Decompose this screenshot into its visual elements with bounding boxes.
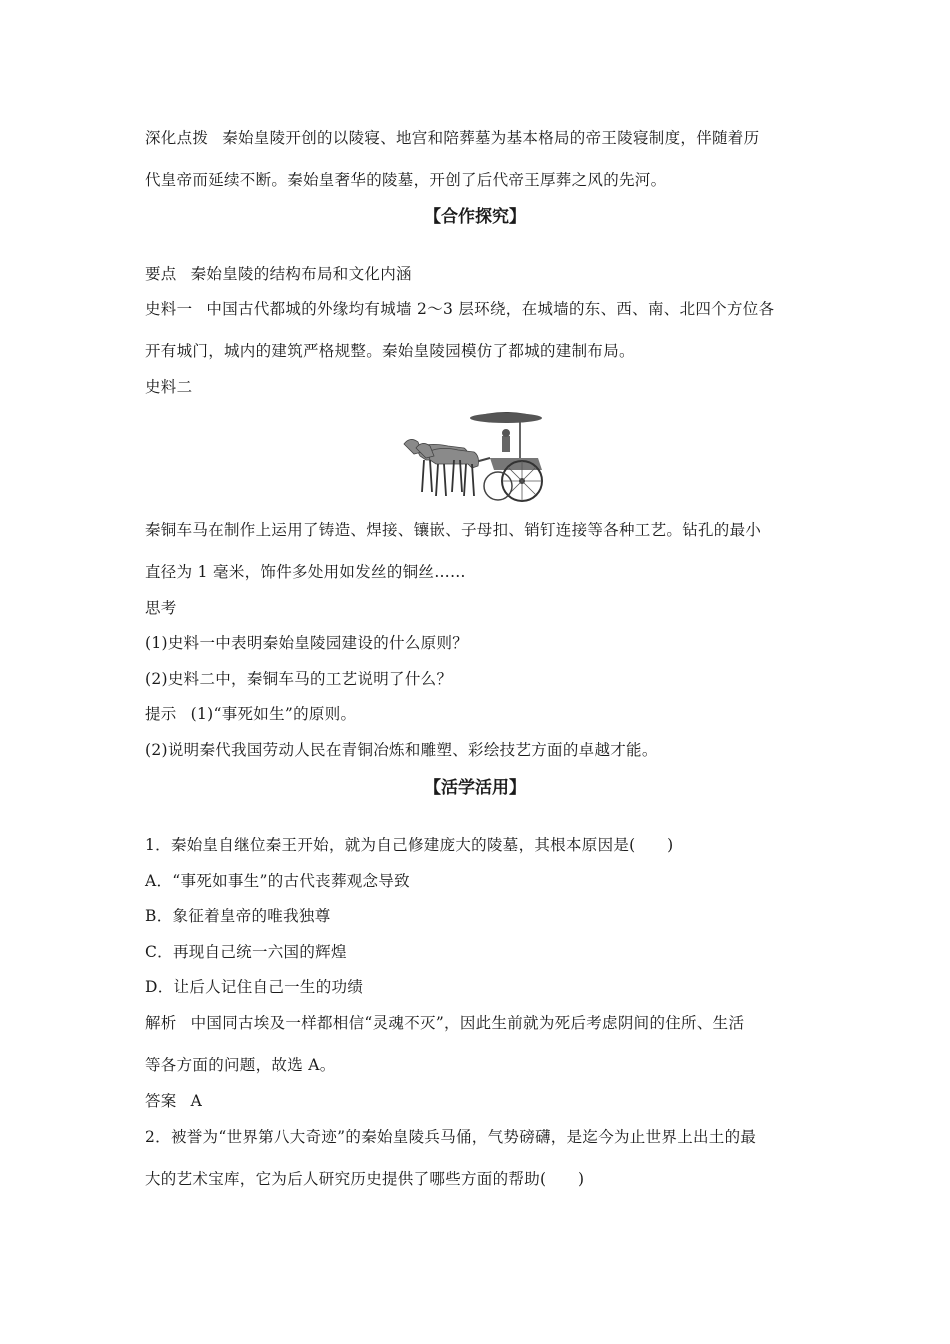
source1-line-1: [145, 299, 810, 319]
hint-answer-1: (1)“事死如生”的原则。: [190, 705, 357, 723]
keypoint-line: [145, 264, 810, 284]
source1-line-2: 开有城门，城内的建筑严格规整。秦始皇陵园模仿了都城的建制布局。: [145, 342, 635, 360]
question-1-stem: 1．秦始皇自继位秦王开始，就为自己修建庞大的陵墓，其根本原因是( ): [145, 836, 674, 854]
answer-value: A: [190, 1092, 203, 1110]
coop-heading: 【合作探究】: [424, 207, 526, 227]
question-1-option-a: A．“事死如事生”的古代丧葬观念导致: [145, 872, 410, 890]
source2-line-2: 直径为 1 毫米，饰件多处用如发丝的铜丝……: [145, 563, 466, 581]
source2-line-1: 秦铜车马在制作上运用了铸造、焊接、镶嵌、子母扣、销钉连接等各种工艺。钻孔的最小: [145, 521, 762, 539]
practice-heading: 【活学活用】: [424, 778, 526, 798]
hint-line-1: [145, 704, 810, 724]
analysis-label: 解析: [145, 1014, 177, 1032]
answer-label: 答案: [145, 1092, 177, 1110]
deepen-line-2: 代皇帝而延续不断。秦始皇奢华的陵墓，开创了后代帝王厚葬之风的先河。: [145, 171, 667, 189]
analysis-text-1: 中国同古埃及一样都相信“灵魂不灭”，因此生前就为死后考虑阴间的住所、生活: [190, 1014, 745, 1032]
question-2-stem-2: 大的艺术宝库，它为后人研究历史提供了哪些方面的帮助( ): [145, 1170, 585, 1188]
analysis-line-1: [145, 1013, 810, 1033]
source2-label: 史料二: [145, 378, 193, 396]
keypoint-label: 要点: [145, 265, 177, 283]
hint-answer-2: (2)说明秦代我国劳动人民在青铜冶炼和雕塑、彩绘技艺方面的卓越才能。: [145, 741, 658, 759]
keypoint-text: 秦始皇陵的结构布局和文化内涵: [190, 265, 412, 283]
bronze-chariot-image: [398, 408, 548, 508]
deepen-text-1: 秦始皇陵开创的以陵寝、地宫和陪葬墓为基本格局的帝王陵寝制度，伴随着历: [222, 129, 760, 147]
question-1-option-b: B．象征着皇帝的唯我独尊: [145, 907, 331, 925]
hint-label: 提示: [145, 705, 177, 723]
answer-line: [145, 1091, 810, 1111]
question-1-option-c: C．再现自己统一六国的辉煌: [145, 943, 347, 961]
analysis-line-2: 等各方面的问题，故选 A。: [145, 1056, 336, 1074]
think-label: 思考: [145, 599, 177, 617]
deepen-label: 深化点拨: [145, 129, 209, 147]
source1-label: 史料一: [145, 300, 193, 318]
question-2-stem-1: 2．被誉为“世界第八大奇迹”的秦始皇陵兵马俑，气势磅礴，是迄今为止世界上出土的最: [145, 1128, 757, 1146]
deepen-line-1: [145, 128, 810, 148]
think-question-1: (1)史料一中表明秦始皇陵园建设的什么原则？: [145, 634, 469, 652]
think-question-2: (2)史料二中，秦铜车马的工艺说明了什么？: [145, 670, 453, 688]
question-1-option-d: D．让后人记住自己一生的功绩: [145, 978, 364, 996]
source1-text-1: 中国古代都城的外缘均有城墙 2～3 层环绕，在城墙的东、西、南、北四个方位各: [206, 300, 775, 318]
